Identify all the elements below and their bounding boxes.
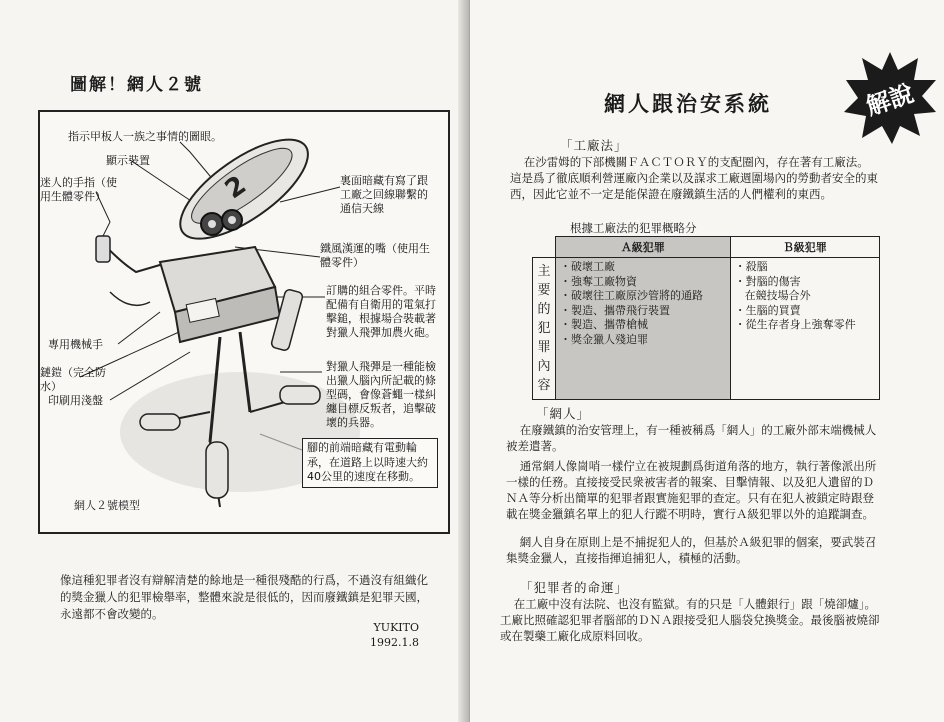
annotation-pipe: 鐵風漢運的嘴（使用生體零件） xyxy=(320,242,430,269)
list-item: ・製造、攜帶飛行裝置 xyxy=(560,303,670,317)
list-item: ・強奪工廠物資 xyxy=(560,274,637,288)
list-item: ・製造、攜帶槍械 xyxy=(560,318,648,331)
left-page xyxy=(0,0,468,722)
annotation-mech-hand: 專用機械手 xyxy=(48,338,103,351)
table-header-row xyxy=(533,237,880,258)
model-caption: 網人２號模型 xyxy=(74,499,140,512)
essay-text: 像這種犯罪者沒有辯解清楚的餘地是一種很殘酷的行爲，不過沒有組織化的獎金獵人的犯罪檢舉率，整體來說是很低的，因而廢鐵鎮是犯罪天國，永遠都不會改變的。 xyxy=(60,573,428,621)
signature-date: 1992.1.8 xyxy=(370,636,419,649)
section-heading-netman: 「網人」 xyxy=(536,406,591,421)
list-item: ・破壞工廠 xyxy=(560,260,615,273)
list-item: ・獎金獵人殘迫罪 xyxy=(560,332,648,346)
a-class-crimes xyxy=(556,258,731,400)
annotation-hand: 迷人的手指（使用生體零件） xyxy=(40,176,117,203)
signature xyxy=(370,620,419,650)
explanation-badge xyxy=(842,50,938,146)
annotation-missile: 對獵人飛彈是一種能檢出獵人腦內所記載的條型碼，會像蒼蠅一樣糾纏目標反叛者，追擊破壞的兵器。 xyxy=(326,360,436,429)
netman-paragraph-2: 通常網人像崗哨一樣佇立在被規劃爲街道角落的地方，執行著像派出所一樣的任務。直接接受民衆被害者的報案、目擊情報、以及犯人遺留的ＤＮＡ等分析出簡單的犯罪者跟實施犯罪的查定。只有在犯人被鎖定時跟登載在獎金獵鎮名單上的犯人行蹤不明時，實行Ａ級犯罪以外的追蹤調查。 xyxy=(506,459,877,521)
column-a-header: Ａ級犯罪 xyxy=(556,237,731,258)
section-heading-factory-law: 「工廠法」 xyxy=(560,138,628,153)
page-title-right: 網人跟治安系統 xyxy=(604,92,772,116)
illustration-frame xyxy=(38,110,450,534)
b-class-crimes xyxy=(730,258,879,400)
crime-table-title: 根據工廠法的犯罪概略分 xyxy=(570,221,697,235)
fate-paragraph: 在工廠中沒有法院、也沒有監獄。有的只是「人體銀行」跟「燒卻爐」。工廠比照確認犯罪者腦部的ＤＮＡ跟接受犯人腦袋兌換獎金。最後腦被燒卻或在製藥工廠化成原料回收。 xyxy=(500,597,880,643)
annotation-comm-line: 裏面暗藏有寫了跟工廠之回線聯繫的通信天線 xyxy=(340,174,428,215)
annotation-print-plate: 印刷用淺盤 xyxy=(48,394,103,407)
netman-paragraph-3: 網人自身在原則上是不捕捉犯人的，但基於Ａ級犯罪的個案，要武裝召集獎金獵人，直接指揮追捕犯人，積極的活動。 xyxy=(506,535,877,565)
author-name: YUKITO xyxy=(373,621,419,634)
row-label: 主要的犯罪內容 xyxy=(533,258,556,400)
list-item: ・殺腦 xyxy=(734,260,768,273)
svg-text:2: 2 xyxy=(219,170,252,206)
list-item: ・從生存者身上強奪零件 xyxy=(734,318,856,331)
annotation-weapon-parts: 訂購的組合零件。平時配備有自衛用的電氣打擊鎚，根據場合裝載著對獵人飛彈加農火砲。 xyxy=(326,284,436,339)
factory-law-paragraph: 在沙雷姆的下部機關ＦＡＣＴＯＲＹ的支配圈內，存在著有工廠法。這是爲了徹底順利營運廠內企業以及謀求工廠週圍場內的勞動者安全的東西，因此它並不一定是能保證在廢鐵鎮生活的人們權利的東西。 xyxy=(510,155,878,201)
annotation-legs: 腳的前端暗藏有電動輪承，在道路上以時速大約40公里的速度在移動。 xyxy=(302,438,438,488)
annotation-shell: 鏈鎧（完全防水） xyxy=(40,366,106,393)
netman-paragraph-1: 在廢鐵鎮的治安管理上，有一種被稱爲「網人」的工廠外部末端機械人被差遣著。 xyxy=(506,423,877,453)
list-item-note: 在競技場合外 xyxy=(744,289,811,302)
badge-text: 解說 xyxy=(862,79,918,121)
list-item: ・破壞往工廠原沙管將的通路 xyxy=(560,289,703,302)
column-b-header: Ｂ級犯罪 xyxy=(730,237,879,258)
list-item: ・對腦的傷害 xyxy=(734,274,801,288)
annotation-command-display: 指示甲板人一族之事情的圖眼。 xyxy=(68,130,222,143)
list-item: ・生腦的買賣 xyxy=(734,303,801,317)
table-row xyxy=(533,258,880,400)
section-heading-fate: 「犯罪者的命運」 xyxy=(520,580,629,595)
annotation-display-device: 顯示裝置 xyxy=(106,154,150,167)
page-title-left: 圖解！網人２號 xyxy=(70,75,203,95)
crime-table xyxy=(532,236,880,400)
